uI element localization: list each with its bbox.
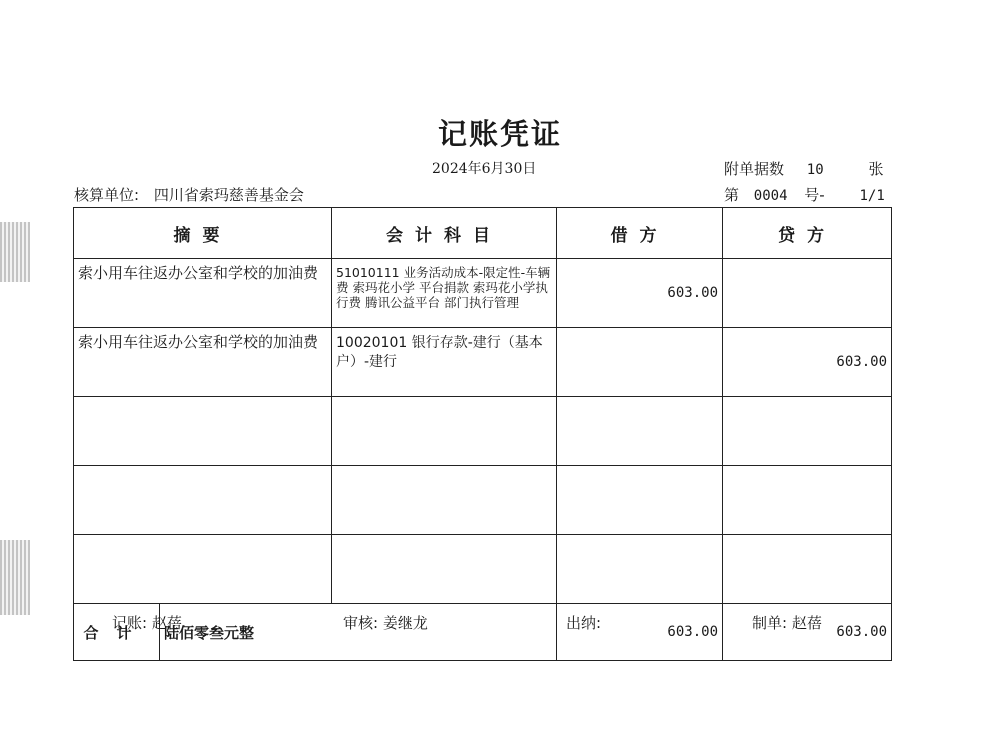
attachments-count (724, 158, 883, 179)
total-credit: 603.00 (723, 604, 892, 661)
row-credit (723, 259, 892, 328)
row-summary (74, 535, 332, 604)
voucher-title: 记账凭证 (437, 117, 562, 151)
scan-artifact-bottom (0, 540, 30, 615)
voucher-page: 1/1 (859, 188, 885, 204)
attachments-unit: 张 (868, 160, 884, 178)
row-debit (557, 466, 723, 535)
ledger-table (73, 207, 892, 661)
footer-bookkeeper: 记账: 赵蓓 (112, 614, 182, 632)
attachments-label: 附单据数 (724, 160, 785, 178)
table-row (74, 535, 892, 604)
voucher-suffix: 号- (804, 186, 825, 204)
row-summary (74, 397, 332, 466)
voucher-date: 2024年6月30日 (432, 161, 537, 177)
row-account: 10020101 银行存款-建行（基本户）-建行 (332, 328, 557, 397)
row-credit: 603.00 (723, 328, 892, 397)
row-credit (723, 535, 892, 604)
row-summary: 索小用车往返办公室和学校的加油费 (74, 328, 332, 397)
scan-artifact-top (0, 222, 30, 282)
row-debit: 603.00 (557, 259, 723, 328)
total-in-words: 陆佰零叁元整 (160, 604, 557, 661)
row-debit (557, 397, 723, 466)
row-credit (723, 397, 892, 466)
table-row (74, 397, 892, 466)
row-credit (723, 466, 892, 535)
header-summary: 摘要 (74, 208, 332, 259)
footer-preparer: 制单: 赵蓓 (752, 614, 822, 632)
row-account (332, 535, 557, 604)
accounting-unit (74, 184, 304, 205)
row-account (332, 466, 557, 535)
voucher-prefix: 第 (724, 186, 740, 204)
attachments-value: 10 (806, 162, 824, 178)
header-row (74, 208, 892, 259)
row-account (332, 397, 557, 466)
header-account: 会计科目 (332, 208, 557, 259)
voucher-number (724, 184, 885, 205)
accounting-unit-label: 核算单位: (74, 186, 140, 204)
total-debit: 603.00 (557, 604, 723, 661)
row-account: 51010111 业务活动成本-限定性-车辆费 索玛花小学 平台捐款 索玛花小学执行费 腾讯公益平台 部门执行管理 (332, 259, 557, 328)
header-debit: 借方 (557, 208, 723, 259)
table-row (74, 259, 892, 328)
table-row (74, 466, 892, 535)
total-label: 合计 (74, 604, 160, 661)
footer-reviewer: 审核: 姜继龙 (343, 614, 428, 632)
row-debit (557, 535, 723, 604)
table-row (74, 328, 892, 397)
header-credit: 贷方 (723, 208, 892, 259)
row-summary (74, 466, 332, 535)
accounting-unit-value: 四川省索玛慈善基金会 (153, 186, 304, 204)
footer-cashier: 出纳: (566, 614, 602, 632)
row-debit (557, 328, 723, 397)
voucher-no-value: 0004 (753, 188, 788, 204)
row-summary: 索小用车往返办公室和学校的加油费 (74, 259, 332, 328)
